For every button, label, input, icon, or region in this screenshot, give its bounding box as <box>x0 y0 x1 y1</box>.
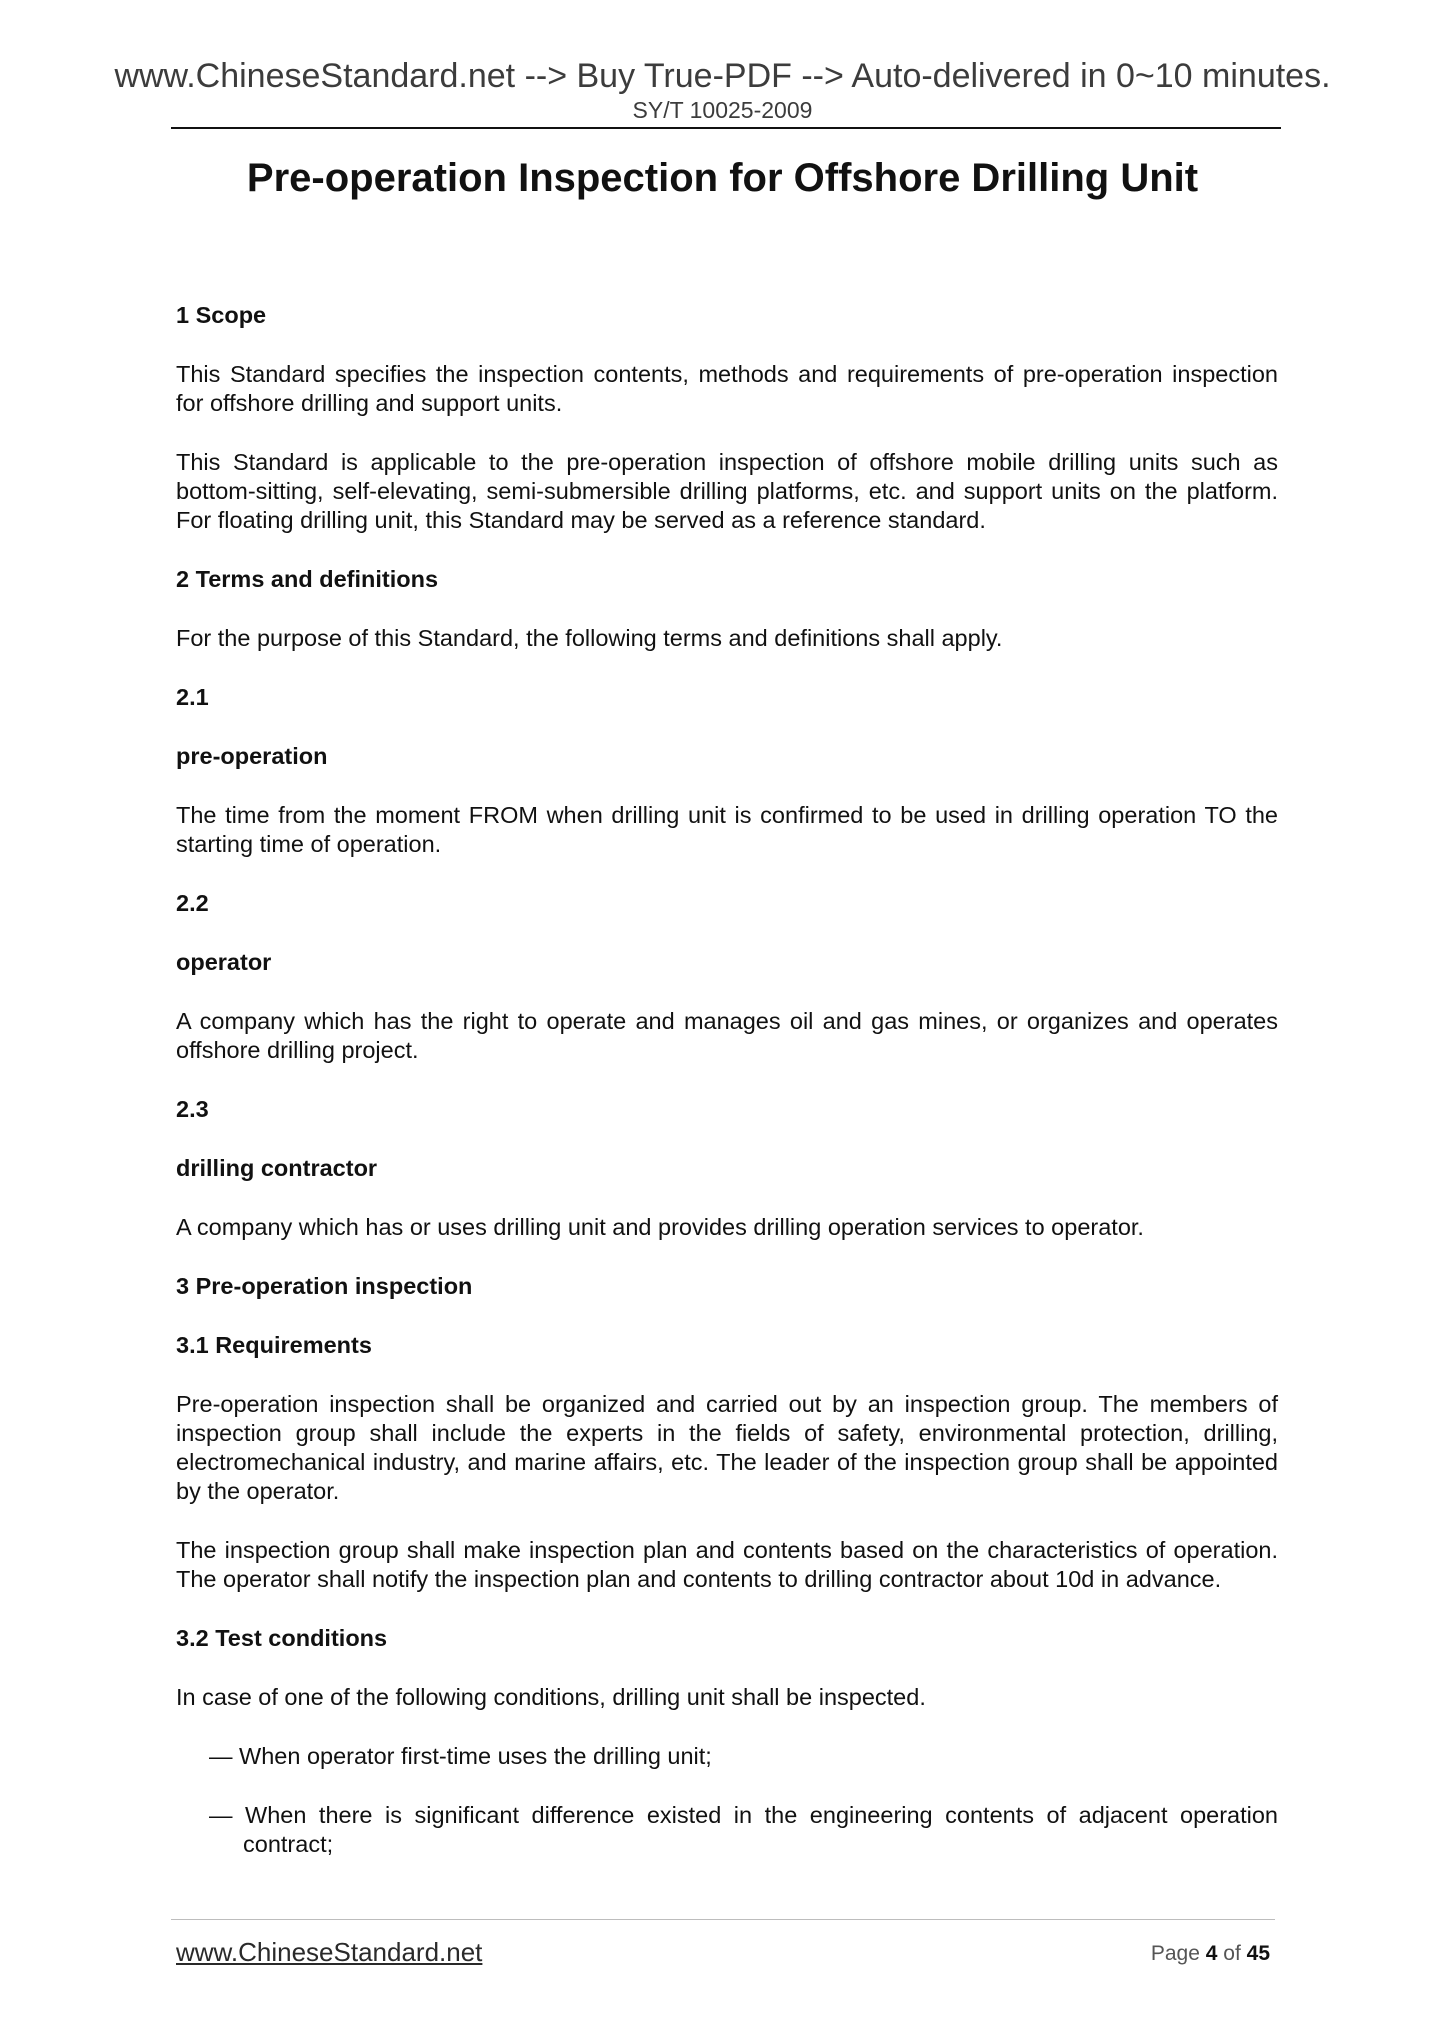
term-2-1-name: pre-operation <box>176 743 328 769</box>
standard-code: SY/T 10025-2009 <box>632 97 813 123</box>
page-of-label: of <box>1223 1942 1241 1965</box>
page-total: 45 <box>1246 1942 1270 1965</box>
footer-divider <box>171 1919 1275 1920</box>
section-1-paragraph-2: This Standard is applicable to the pre-operation inspection of offshore mobile drilling units such as bottom-sitting, self-elevating, semi-submersible drilling platforms, etc. and support units on the platform. For floating drilling unit, this Standard may be served as a reference standard. <box>176 449 1278 533</box>
list-item: — When there is significant difference existed in the engineering contents of adjacent operation contract; <box>209 1802 1278 1857</box>
term-2-2-number: 2.2 <box>176 890 209 916</box>
term-2-3-name: drilling contractor <box>176 1155 378 1181</box>
section-3-1-heading: 3.1 Requirements <box>176 1332 372 1358</box>
page-indicator <box>1151 1941 1270 1967</box>
section-2-heading: 2 Terms and definitions <box>176 566 439 592</box>
header-promo-text: www.ChineseStandard.net --> Buy True-PDF --> Auto-delivered in 0~10 minutes. <box>114 57 1331 95</box>
section-3-2-heading: 3.2 Test conditions <box>176 1625 388 1651</box>
document-body <box>176 301 1278 1889</box>
document-title: Pre-operation Inspection for Offshore Drilling Unit <box>246 156 1199 200</box>
page-label: Page <box>1150 1942 1200 1965</box>
term-2-1-definition: The time from the moment FROM when drilling unit is confirmed to be used in drilling operation TO the starting time of operation. <box>176 802 1278 857</box>
section-3-heading: 3 Pre-operation inspection <box>176 1273 473 1299</box>
section-1-heading: 1 Scope <box>176 302 267 328</box>
term-2-3-definition: A company which has or uses drilling unit and provides drilling operation services to operator. <box>176 1214 1144 1240</box>
term-2-1-number: 2.1 <box>176 684 209 710</box>
term-2-3-number: 2.3 <box>176 1096 209 1122</box>
header-divider <box>171 127 1281 129</box>
section-3-1-paragraph-1: Pre-operation inspection shall be organized and carried out by an inspection group. The members of inspection group shall include the experts in the fields of safety, environmental protection, drilling, electromechanical industry, and marine affairs, etc. The leader of the inspection group shall be appointed by the operator. <box>176 1391 1278 1504</box>
footer-website-link[interactable]: www.ChineseStandard.net <box>176 1937 483 1967</box>
page-current: 4 <box>1205 1942 1218 1965</box>
section-3-1-paragraph-2: The inspection group shall make inspection plan and contents based on the characteristics of operation. The operator shall notify the inspection plan and contents to drilling contractor about 10d in advance. <box>176 1537 1278 1592</box>
term-2-2-definition: A company which has the right to operate and manages oil and gas mines, or organizes and operates offshore drilling project. <box>176 1008 1278 1063</box>
term-2-2-name: operator <box>176 949 272 975</box>
section-2-intro: For the purpose of this Standard, the following terms and definitions shall apply. <box>176 625 1003 651</box>
list-item: — When operator first-time uses the drilling unit; <box>209 1743 712 1769</box>
section-1-paragraph-1: This Standard specifies the inspection contents, methods and requirements of pre-operation inspection for offshore drilling and support units. <box>176 361 1278 416</box>
section-3-2-intro: In case of one of the following conditions, drilling unit shall be inspected. <box>176 1684 926 1710</box>
